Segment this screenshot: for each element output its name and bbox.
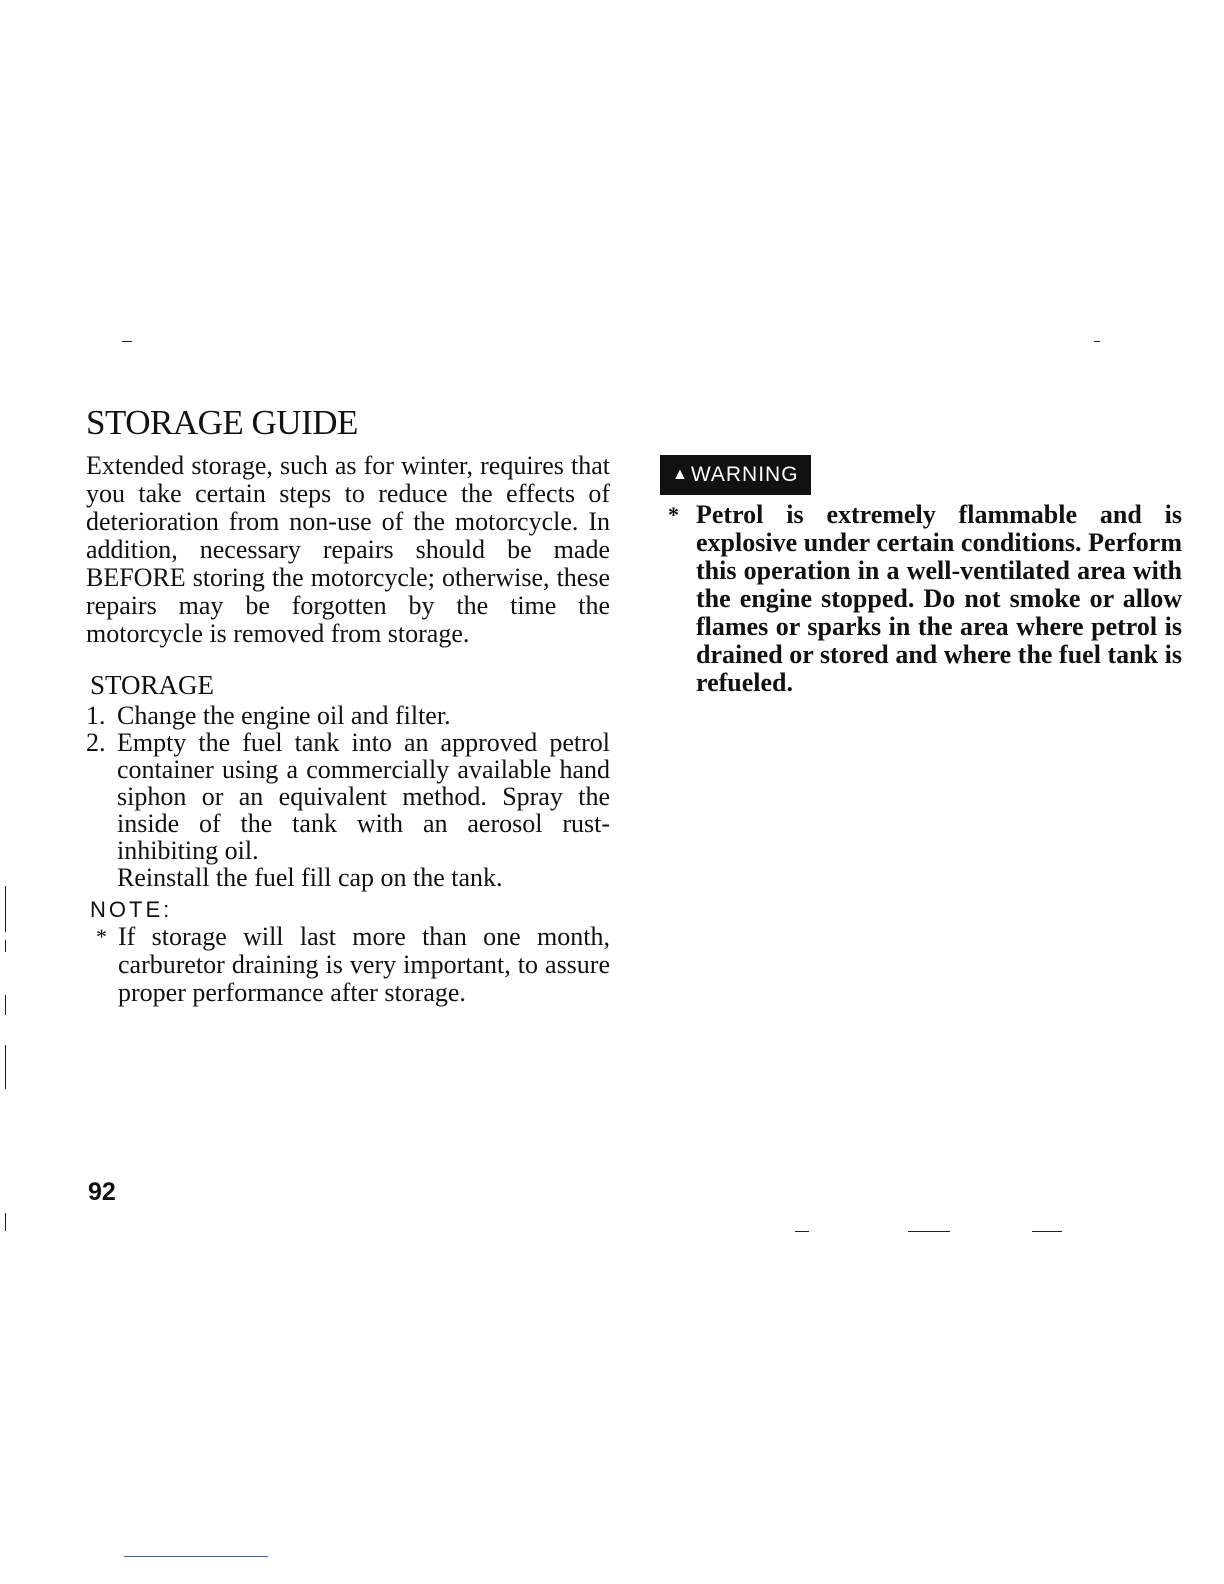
left-column: [86, 400, 610, 1007]
scan-mark-edge: [5, 1045, 6, 1089]
storage-heading: STORAGE: [90, 670, 215, 700]
note-label: NOTE:: [90, 897, 173, 922]
note-text: If storage will last more than one month, carburetor draining is very important, to assure proper performance after storage.: [118, 922, 610, 1007]
asterisk-bullet-icon: *: [668, 502, 679, 527]
scan-mark-bottom: [908, 1231, 950, 1232]
bottom-divider: [124, 1556, 268, 1557]
right-column: [660, 455, 1182, 697]
warning-text: Petrol is extremely flammable and is explosive under certain conditions. Perform this operation in a well-ventilated area with the engine stopped. Do not smoke or allow flames or sparks in the area where petrol is drained or stored and where the fuel tank is refueled.: [696, 500, 1182, 697]
asterisk-bullet-icon: *: [96, 924, 107, 949]
scan-mark-bottom: [795, 1231, 809, 1232]
warning-badge: [660, 455, 811, 495]
note-bullet: [96, 923, 610, 1007]
scan-mark-top-left: [122, 341, 132, 342]
step-extra-text: Reinstall the fuel fill cap on the tank.: [117, 863, 503, 892]
warning-triangle-icon: ▲: [672, 466, 689, 483]
list-item: [86, 702, 610, 729]
step-text: Empty the fuel tank into an approved petrol container using a commercially available hand siphon or an equivalent method. Spray the inside of the tank with an aerosol rust-inhibiting oil.: [117, 728, 610, 865]
warning-bullet: [660, 501, 1182, 697]
page-title: STORAGE GUIDE: [86, 403, 358, 442]
intro-paragraph: Extended storage, such as for winter, requires that you take certain steps to reduce the effects of deterioration from non-use of the motorcycle. In addition, necessary repairs should be made BEFORE storing the motorcycle; otherwise, these repairs may be forgotten by the time the motorcycle is removed from storage.: [86, 451, 610, 648]
page-number: 92: [88, 1178, 116, 1206]
storage-steps: [86, 702, 610, 891]
step-number: 2.: [86, 728, 106, 757]
warning-label: WARNING: [690, 463, 799, 486]
scan-mark-edge: [5, 940, 6, 952]
step-text: Change the engine oil and filter.: [117, 701, 451, 730]
scan-mark-top-right: [1094, 341, 1100, 342]
scan-mark-edge: [5, 886, 6, 932]
step-body: [117, 729, 610, 891]
scan-mark-edge: [5, 995, 6, 1015]
step-number: 1.: [86, 701, 106, 730]
scan-mark-edge: [5, 1213, 6, 1231]
scan-mark-bottom: [1032, 1231, 1062, 1232]
list-item: [86, 729, 610, 891]
